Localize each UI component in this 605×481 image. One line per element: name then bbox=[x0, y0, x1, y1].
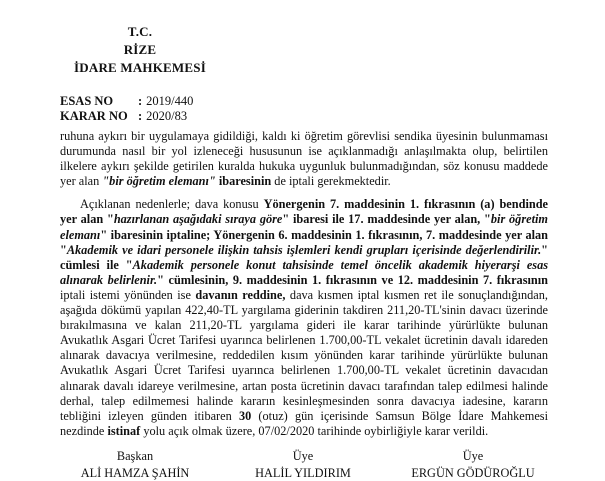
signature-role: Başkan bbox=[116, 449, 154, 463]
karar-label: KARAR NO bbox=[60, 109, 128, 123]
header-tc: T.C. bbox=[127, 24, 153, 39]
signature-block bbox=[60, 449, 548, 480]
signature-name: ALİ HAMZA ŞAHİN bbox=[80, 466, 190, 480]
signature-role: Üye bbox=[462, 449, 484, 463]
signature-name: HALİL YILDIRIM bbox=[255, 466, 351, 480]
esas-no-row: ESAS NO : 2019/440 bbox=[60, 94, 194, 108]
signature-member-2 bbox=[398, 449, 548, 481]
signature-president bbox=[60, 449, 210, 481]
karar-no-row: KARAR NO : 2020/83 bbox=[60, 109, 188, 123]
header-court: İDARE MAHKEMESİ bbox=[74, 60, 206, 75]
signature-name: ERGÜN GÖDÜROĞLU bbox=[411, 466, 535, 480]
signature-role: Üye bbox=[292, 449, 314, 463]
paragraph-judgment: Açıklanan nedenlerle; dava konusu Yönergenin 7. maddesinin 1. fıkrasının (a) bendinde yer alan "hazırlanan aşağıdaki sıraya göre" ibaresi ile 17. maddesinde yer alan, "bir öğretim elemanı" ibaresinin iptaline; Yönergenin 6. maddesinin 1. fıkrasının, 7. maddesinde yer alan "Akademik ve idari personele ilişkin tahsis işlemleri kendi grupları içerisinde değerlendirilir." cümlesi ile "Akademik personele konut tahsisinde temel öncelik akademik hiyerarşi esas alınarak belirlenir." cümlesinin, 9. maddesinin 1. fıkrasının ve 12. maddesinin 7. fıkrasının iptali istemi yönünden ise davanın reddine, dava kısmen iptal kısmen ret ile sonuçlandığından, aşağıda dökümü yapılan 422,40-TL yargılama giderinin takdiren 211,20-TL'sinin davacı üzerinde bırakılmasına ve kalan 211,20-TL yargılama gideri ile karar tarihinde yürürlükte bulunan Avukatlık Asgari Ücret Tarifesi uyarınca belirlenen 1.700,00-TL vekalet ücretinin davalı idareden alınarak davacıya verilmesine, reddedilen kısım yönünden karar tarihinde yürürlükte bulunan Avukatlık Asgari Ücret Tarifesi uyarınca belirlenen 1.700,00-TL vekalet ücretinin davacıdan alınarak davalı idareye verilmesine, artan posta ücretinin davacı tarafından talep edilmesi halinde derhal, talep edilmemesi halinde kararın kesinleşmesinden sonra davacıya iadesine, kararın tebliğini izleyen günden itibaren 30 (otuz) gün içerisinde Samsun Bölge İdare Mahkemesi nezdinde istinaf yolu açık olmak üzere, 07/02/2020 tarihinde oybirliğiyle karar verildi. bbox=[60, 197, 549, 438]
karar-value: 2020/83 bbox=[146, 109, 188, 123]
paragraph-reasoning: ruhuna aykırı bir uygulamaya gidildiği, kaldı ki öğretim görevlisi sendika üyesinin bulunmaması durumunda nasıl bir yol izleneceği hususunun ise açıklanmadığı anlaşılmakta olup, belirtilen ilkelere aykırı şekilde getirilen kuralda hukuka uygunluk bulunmadığından, söz konusu maddede yer alan "bir öğretim elemanı" ibaresinin de iptali gerekmektedir. bbox=[60, 129, 548, 189]
esas-value: 2019/440 bbox=[146, 94, 194, 108]
header-city: RİZE bbox=[123, 42, 157, 57]
esas-label: ESAS NO bbox=[60, 94, 114, 108]
signature-member-1 bbox=[228, 449, 378, 481]
decision-body bbox=[60, 129, 548, 439]
